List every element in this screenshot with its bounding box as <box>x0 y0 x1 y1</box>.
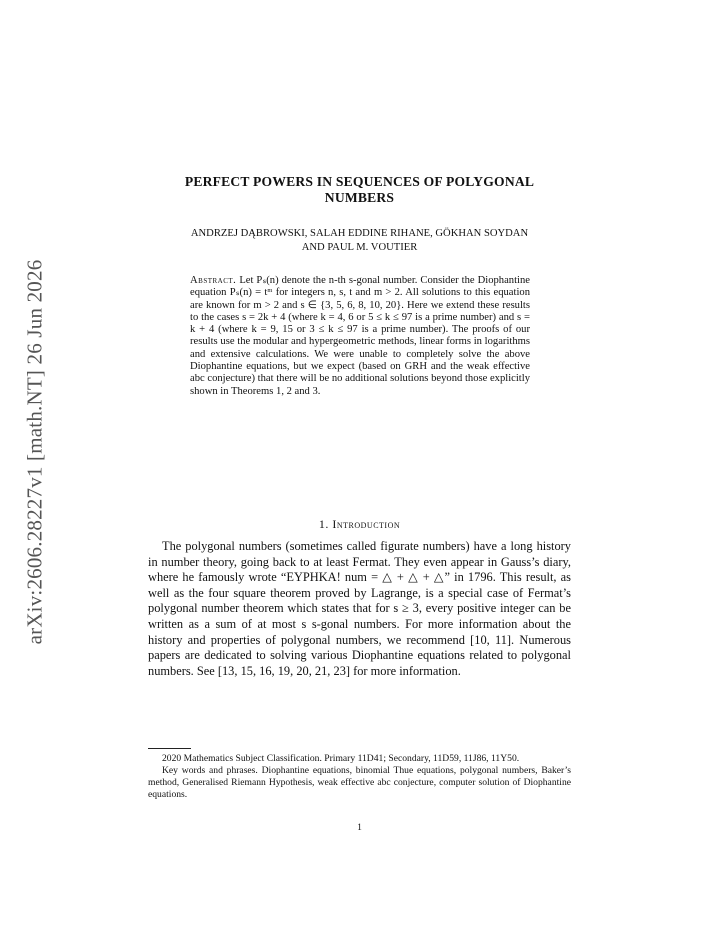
abstract <box>190 275 530 398</box>
title-line-2: NUMBERS <box>324 190 395 205</box>
arxiv-identifier: arXiv:2606.28227v1 [math.NT] 26 Jun 2026 <box>22 259 47 645</box>
footnote-divider <box>148 748 191 749</box>
section-number: 1. <box>318 517 329 531</box>
keywords-footnote: Key words and phrases. Diophantine equations, binomial Thue equations, polygonal numbers, Baker’s method, Generalised Riemann Hypothesis, weak effective abc conjecture, computer solution of Diophantine equations. <box>148 765 571 800</box>
author-list <box>148 227 571 255</box>
footnotes <box>148 753 571 801</box>
authors-line-2: AND PAUL M. VOUTIER <box>301 242 418 253</box>
section-title: Introduction <box>332 517 401 531</box>
section-heading <box>148 517 571 532</box>
abstract-text: Let Pₛ(n) denote the n-th s-gonal number. Consider the Diophantine equation Pₛ(n) = tᵐ for integers n, s, t and m > 2. All solutions to this equation are known for m > 2 and s ∈ {3, 5, 6, 8, 10, 20}. Here we extend these results to the cases s = 2k + 4 (where k = 4, 6 or 5 ≤ k ≤ 97 is a prime number) and s = k + 4 (where k = 9, 15 or 3 ≤ k ≤ 97 is a prime number). The proofs of our results use the modular and hypergeometric methods, linear forms in logarithms and extensive calculations. We were unable to completely solve the above Diophantine equations, but we expect (based on GRH and the weak effective abc conjecture) that there will be no additional solutions beyond those explicitly shown in Theorems 1, 2 and 3. <box>190 275 530 397</box>
arxiv-stamp <box>18 248 52 656</box>
abstract-label: Abstract. <box>190 275 237 286</box>
intro-paragraph: The polygonal numbers (sometimes called figurate numbers) have a long history in number theory, going back to at least Fermat. They even appear in Gauss’s diary, where he famously wrote “EYPHKA! num = △ + △ + △” in 1796. This result, as well as the four square theorem proved by Lagrange, is a special case of Fermat’s polygonal number theorem which states that for s ≥ 3, every positive integer can be written as a sum of at most s s-gonal numbers. For more information about the history and properties of polygonal numbers, we recommend [10, 11]. Numerous papers are dedicated to solving various Diophantine equations related to polygonal numbers. See [13, 15, 16, 19, 20, 21, 23] for more information. <box>148 539 571 678</box>
msc-footnote: 2020 Mathematics Subject Classification. Primary 11D41; Secondary, 11D59, 11J86, 11Y50. <box>162 753 520 764</box>
authors-line-1: ANDRZEJ DĄBROWSKI, SALAH EDDINE RIHANE, GÖKHAN SOYDAN <box>190 228 529 239</box>
title-line-1: PERFECT POWERS IN SEQUENCES OF POLYGONAL <box>184 174 535 189</box>
page-number: 1 <box>357 822 362 833</box>
paper-title <box>148 174 571 206</box>
